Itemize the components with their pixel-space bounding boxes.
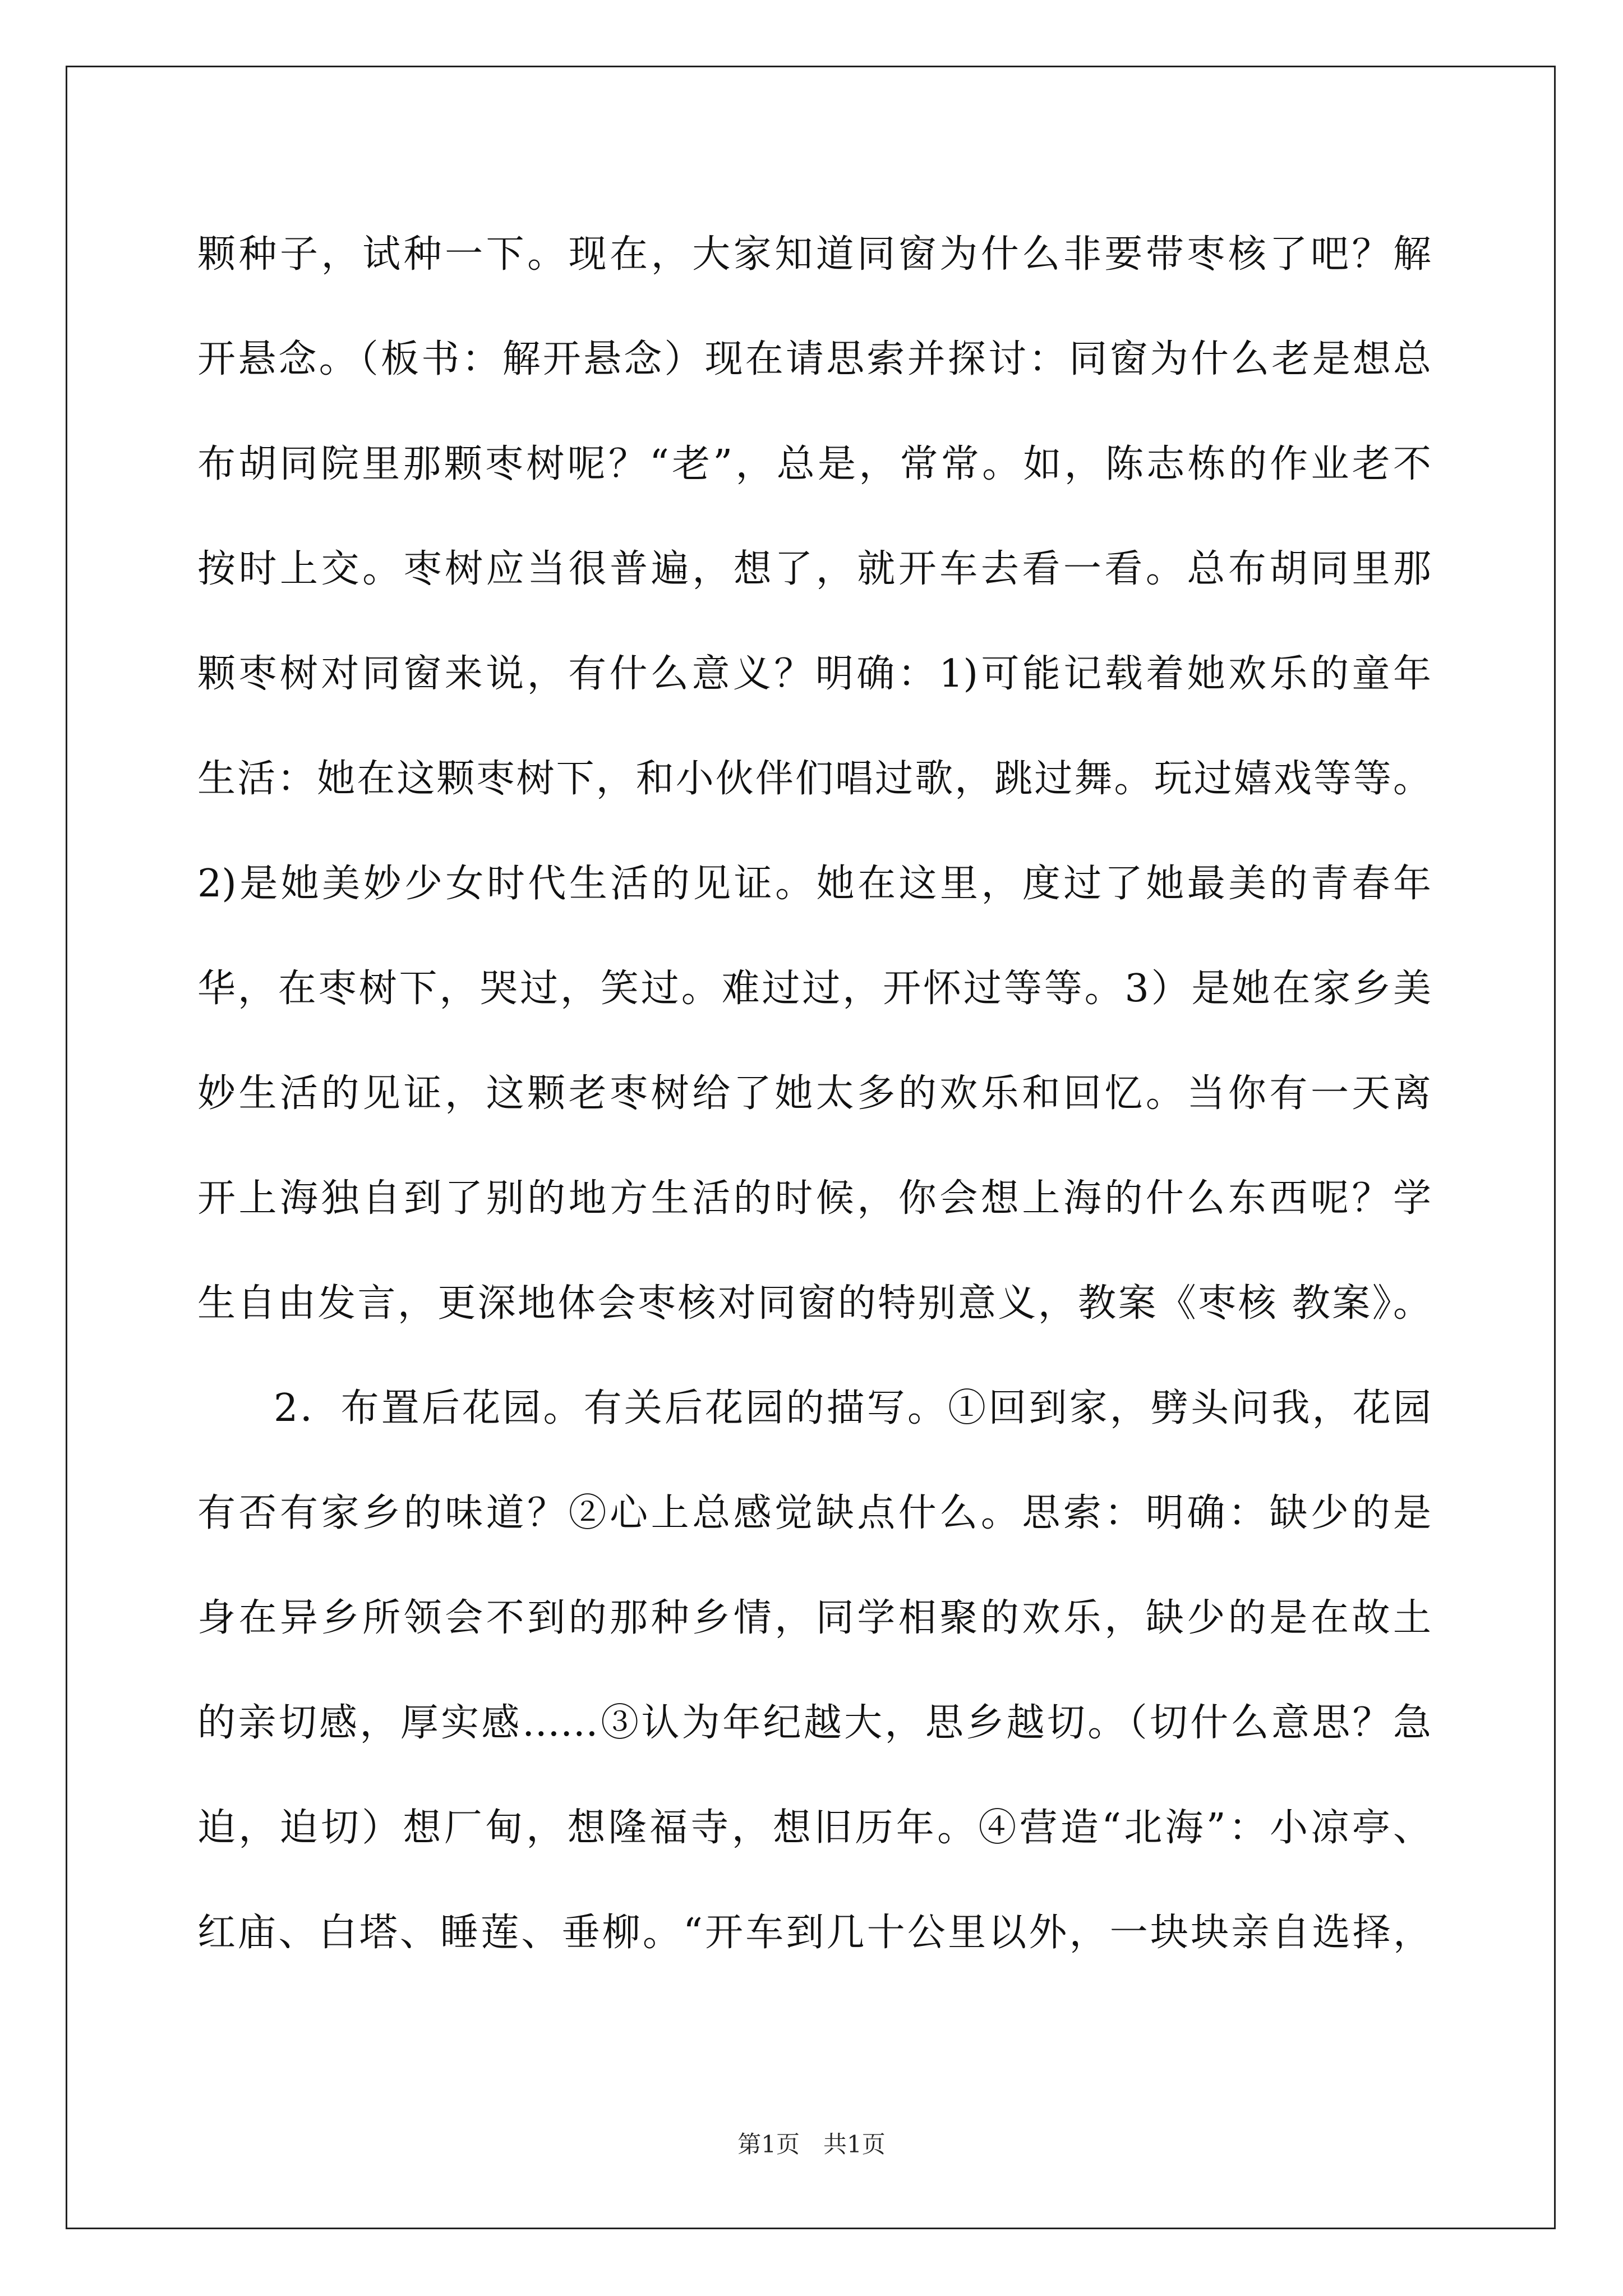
text-line: 华，在枣树下，哭过，笑过。难过过，开怀过等等。3）是她在家乡美 — [197, 967, 1431, 1011]
text-line: 迫，迫切）想厂甸，想隆福寺，想旧历年。④营造“北海”：小凉亭、 — [197, 1806, 1431, 1850]
text-line: 2)是她美妙少女时代生活的见证。她在这里，度过了她最美的青春年 — [197, 862, 1431, 906]
text-line: 有否有家乡的味道？②心上总感觉缺点什么。思索：明确：缺少的是 — [197, 1491, 1431, 1535]
text-line: 妙生活的见证，这颗老枣树给了她太多的欢乐和回忆。当你有一天离 — [197, 1071, 1431, 1116]
text-line: 布胡同院里那颗枣树呢？“老”，总是，常常。如，陈志栋的作业老不 — [197, 442, 1431, 486]
page-footer: 第1页 共1页 — [737, 2131, 886, 2158]
text-line: 红庙、白塔、睡莲、垂柳。“开车到几十公里以外，一块块亲自选择， — [197, 1911, 1431, 1955]
text-line: 开悬念。（板书：解开悬念）现在请思索并探讨：同窗为什么老是想总 — [197, 337, 1431, 381]
text-line: 的亲切感，厚实感……③认为年纪越大，思乡越切。（切什么意思？急 — [197, 1701, 1431, 1745]
text-line: 生活：她在这颗枣树下，和小伙伴们唱过歌，跳过舞。玩过嬉戏等等。 — [197, 757, 1431, 801]
text-line: 生自由发言，更深地体会枣核对同窗的特别意义，教案《枣核 教案》。 — [197, 1281, 1431, 1326]
text-line: 按时上交。枣树应当很普遍，想了，就开车去看一看。总布胡同里那 — [197, 547, 1431, 591]
text-line: 开上海独自到了别的地方生活的时候，你会想上海的什么东西呢？学 — [197, 1176, 1431, 1221]
body-text — [197, 202, 1431, 1985]
text-line: 颗枣树对同窗来说，有什么意义？明确：1)可能记载着她欢乐的童年 — [197, 652, 1431, 696]
paragraph-start-line: 2．布置后花园。有关后花园的描写。①回到家，劈头问我，花园 — [274, 1386, 1431, 1430]
text-line: 身在异乡所领会不到的那种乡情，同学相聚的欢乐，缺少的是在故土 — [197, 1596, 1431, 1640]
text-line: 颗种子，试种一下。现在，大家知道同窗为什么非要带枣核了吧？解 — [197, 232, 1431, 277]
